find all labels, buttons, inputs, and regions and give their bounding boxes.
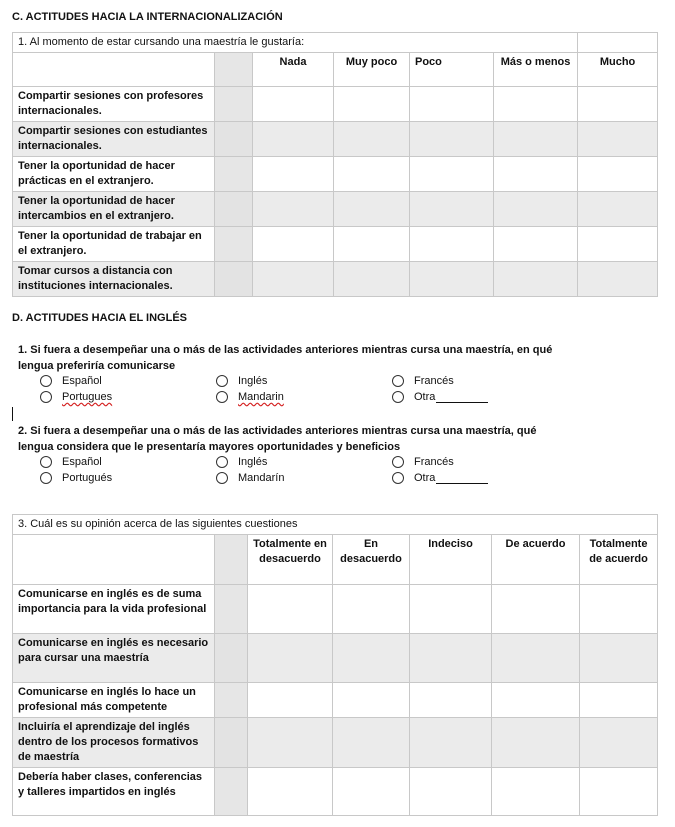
answer-cell[interactable] [253,262,334,297]
answer-cell[interactable] [410,122,494,157]
table-row [13,718,658,768]
other-blank-line[interactable] [436,473,488,484]
option-frances[interactable]: Francés [392,375,454,387]
table-row [13,122,658,157]
answer-cell[interactable] [253,192,334,227]
question-2: 2. Si fuera a desempeñar una o más de las actividades anteriores mientras cursa una maestría, qué lengua considera que le presentaría mayores oportunidades y beneficios [18,425,537,453]
table-row [13,585,658,634]
radio-icon[interactable] [40,391,52,403]
option-portugues[interactable]: Portugués [40,472,112,484]
answer-cell[interactable] [494,262,578,297]
answer-cell[interactable] [580,718,658,768]
answer-cell[interactable] [494,122,578,157]
section-d-title: D. ACTITUDES HACIA EL INGLÉS [12,312,187,324]
answer-cell[interactable] [334,157,410,192]
option-espanol[interactable]: Español [40,375,102,387]
answer-cell[interactable] [410,683,492,718]
column-header: Nada [253,53,334,87]
answer-cell[interactable] [580,634,658,683]
answer-cell[interactable] [334,192,410,227]
radio-icon[interactable] [40,472,52,484]
answer-cell[interactable] [334,227,410,262]
column-header: En desacuerdo [333,535,410,585]
table-row [13,227,658,262]
internationalization-table [12,32,658,297]
row-label: Tener la oportunidad de hacer prácticas en el extranjero. [13,157,215,192]
table-row [13,634,658,683]
text-cursor [12,407,13,421]
answer-cell[interactable] [333,683,410,718]
answer-cell[interactable] [492,718,580,768]
option-otra[interactable]: Otra [392,391,488,403]
radio-icon[interactable] [392,472,404,484]
answer-cell[interactable] [578,122,658,157]
answer-cell[interactable] [410,192,494,227]
answer-cell[interactable] [253,157,334,192]
answer-cell[interactable] [334,87,410,122]
table-row [13,768,658,816]
option-frances[interactable]: Francés [392,456,454,468]
answer-cell[interactable] [492,683,580,718]
answer-cell[interactable] [334,122,410,157]
radio-icon[interactable] [216,375,228,387]
answer-cell[interactable] [580,683,658,718]
row-label: Compartir sesiones con profesores internacionales. [13,87,215,122]
column-header: Poco [410,53,494,87]
table-row [13,262,658,297]
table-q3-caption: 3. Cuál es su opinión acerca de las siguientes cuestiones [13,515,658,535]
radio-icon[interactable] [392,391,404,403]
answer-cell[interactable] [578,157,658,192]
answer-cell[interactable] [492,634,580,683]
radio-icon[interactable] [392,375,404,387]
answer-cell[interactable] [410,634,492,683]
answer-cell[interactable] [334,262,410,297]
answer-cell[interactable] [333,634,410,683]
row-label: Tener la oportunidad de hacer intercambios en el extranjero. [13,192,215,227]
answer-cell[interactable] [333,585,410,634]
column-header: Muy poco [334,53,410,87]
answer-cell[interactable] [248,718,333,768]
row-label: Comunicarse en inglés es de suma importancia para la vida profesional [13,585,215,634]
answer-cell[interactable] [333,718,410,768]
answer-cell[interactable] [410,262,494,297]
answer-cell[interactable] [492,768,580,816]
option-portugues[interactable]: Portugues [40,391,112,403]
answer-cell[interactable] [333,768,410,816]
answer-cell[interactable] [494,87,578,122]
opinion-table [12,514,658,816]
row-label: Incluiría el aprendizaje del inglés dentro de los procesos formativos de maestría [13,718,215,768]
column-header: Mucho [578,53,658,87]
column-header: De acuerdo [492,535,580,585]
radio-icon[interactable] [40,375,52,387]
column-header: Totalmente de acuerdo [580,535,658,585]
table-row [13,192,658,227]
other-blank-line[interactable] [436,392,488,403]
answer-cell[interactable] [578,227,658,262]
answer-cell[interactable] [580,768,658,816]
answer-cell[interactable] [253,122,334,157]
radio-icon[interactable] [40,456,52,468]
option-ingles[interactable]: Inglés [216,456,267,468]
answer-cell[interactable] [410,718,492,768]
column-header: Más o menos [494,53,578,87]
option-otra[interactable]: Otra [392,472,488,484]
answer-cell[interactable] [578,192,658,227]
answer-cell[interactable] [248,683,333,718]
radio-icon[interactable] [216,391,228,403]
answer-cell[interactable] [248,768,333,816]
answer-cell[interactable] [492,585,580,634]
answer-cell[interactable] [410,157,494,192]
column-header: Indeciso [410,535,492,585]
row-label: Tener la oportunidad de trabajar en el extranjero. [13,227,215,262]
option-mandarin[interactable]: Mandarín [216,472,284,484]
option-espanol[interactable]: Español [40,456,102,468]
answer-cell[interactable] [253,227,334,262]
table-row [13,157,658,192]
table-row [13,683,658,718]
table-row [13,87,658,122]
row-label: Comunicarse en inglés lo hace un profesional más competente [13,683,215,718]
answer-cell[interactable] [494,157,578,192]
radio-icon[interactable] [216,456,228,468]
answer-cell[interactable] [494,192,578,227]
answer-cell[interactable] [494,227,578,262]
answer-cell[interactable] [248,634,333,683]
radio-icon[interactable] [216,472,228,484]
option-mandarin[interactable]: Mandarin [216,391,284,403]
answer-cell[interactable] [248,585,333,634]
row-label: Tomar cursos a distancia con instituciones internacionales. [13,262,215,297]
answer-cell[interactable] [410,768,492,816]
question-1: 1. Si fuera a desempeñar una o más de las actividades anteriores mientras cursa una maestría, en qué lengua preferiría comunicarse [18,344,553,372]
table-c-caption: 1. Al momento de estar cursando una maestría le gustaría: [13,33,578,53]
radio-icon[interactable] [392,456,404,468]
answer-cell[interactable] [253,87,334,122]
answer-cell[interactable] [410,227,494,262]
answer-cell[interactable] [578,87,658,122]
answer-cell[interactable] [578,262,658,297]
column-header: Totalmente en desacuerdo [248,535,333,585]
row-label: Comunicarse en inglés es necesario para cursar una maestría [13,634,215,683]
option-ingles[interactable]: Inglés [216,375,267,387]
section-c-title: C. ACTITUDES HACIA LA INTERNACIONALIZACIÓN [12,11,283,23]
row-label: Compartir sesiones con estudiantes internacionales. [13,122,215,157]
answer-cell[interactable] [410,87,494,122]
row-label: Debería haber clases, conferencias y talleres impartidos en inglés [13,768,215,816]
answer-cell[interactable] [580,585,658,634]
answer-cell[interactable] [410,585,492,634]
